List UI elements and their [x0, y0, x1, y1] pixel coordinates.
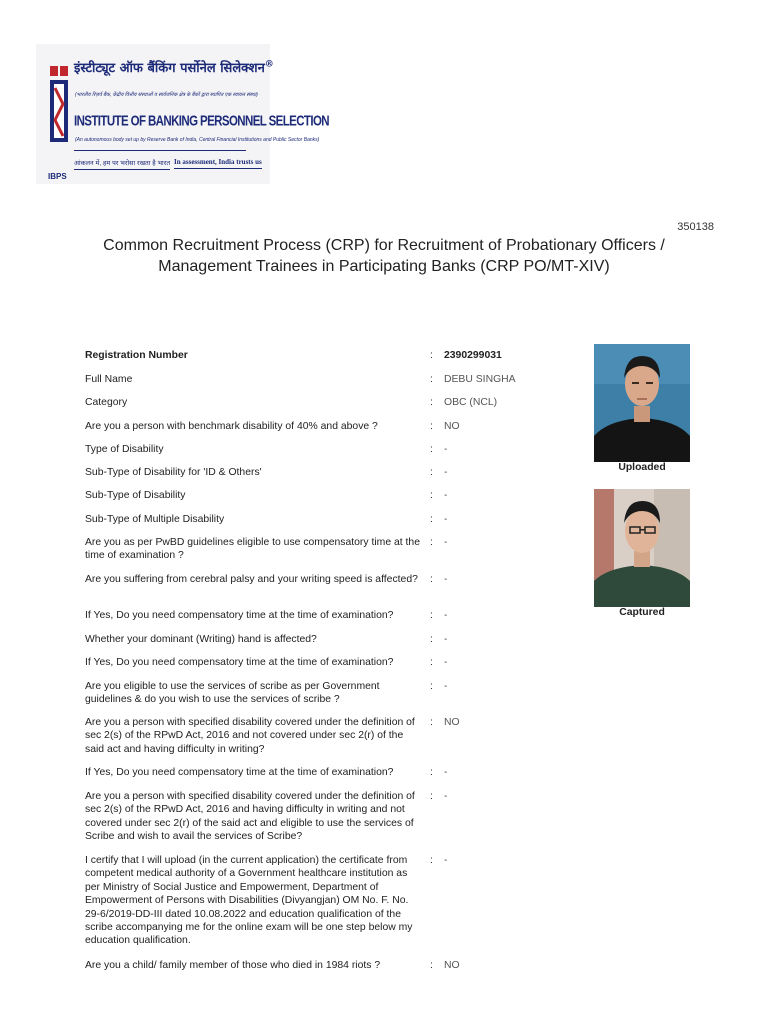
field-label: Full Name: [85, 374, 133, 385]
field-label: Are you a person with specified disability covered under the definition of sec 2(s) of the RPwD Act, 2016 and not covered under sec 2(r) of the said act and having difficulty in writing?: [85, 717, 415, 755]
field-label: Are you suffering from cerebral palsy and your writing speed is affected?: [85, 574, 418, 585]
field-colon: :: [430, 717, 433, 728]
field-value: -: [444, 791, 448, 802]
field-colon: :: [430, 681, 433, 692]
field-label: Registration Number: [85, 350, 188, 361]
field-value: OBC (NCL): [444, 397, 498, 408]
field-colon: :: [430, 960, 433, 971]
ibps-logo: [36, 44, 329, 184]
field-label: Sub-Type of Multiple Disability: [85, 514, 225, 525]
title-line-2: Management Trainees in Participating Banks (CRP PO/MT-XIV): [158, 258, 610, 275]
field-value: NO: [444, 421, 460, 432]
logo-hindi-subtitle: (भारतीय रिज़र्व बैंक, केंद्रीय वित्तीय संस्थाओं व सार्वजनिक क्षेत्र के बैंकों द्वारा स्थापित एक स्वायत्त संस्था): [75, 92, 258, 98]
field-label: If Yes, Do you need compensatory time at the time of examination?: [85, 657, 394, 668]
field-label: Are you eligible to use the services of scribe as per Government guidelines & do you wish to use the services of scribe ?: [85, 681, 380, 706]
logo-hindi-name: इंस्टीट्यूट ऑफ बैंकिंग पर्सोनेल सिलेक्शन®: [74, 59, 274, 76]
field-colon: :: [430, 421, 433, 432]
field-label: If Yes, Do you need compensatory time at the time of examination?: [85, 767, 394, 778]
field-value: -: [444, 681, 448, 692]
field-colon: :: [430, 657, 433, 668]
field-colon: :: [430, 467, 433, 478]
logo-english-subtitle: (An autonomous body set up by Reserve Bank of India, Central Financial Institutions and Public Sector Banks): [75, 137, 320, 143]
field-label: Sub-Type of Disability: [85, 490, 186, 501]
captured-photo: [594, 489, 690, 607]
field-value: -: [444, 634, 448, 645]
field-colon: :: [430, 490, 433, 501]
field-colon: :: [430, 634, 433, 645]
field-label: Whether your dominant (Writing) hand is affected?: [85, 634, 317, 645]
field-value: -: [444, 767, 448, 778]
field-value: -: [444, 467, 448, 478]
title-line-1: Common Recruitment Process (CRP) for Recruitment of Probationary Officers /: [103, 237, 665, 254]
logo-english-name: INSTITUTE OF BANKING PERSONNEL SELECTION: [74, 114, 329, 129]
document-number: 350138: [677, 221, 714, 233]
field-value: -: [444, 444, 448, 455]
logo-tagline-english: In assessment, India trusts us: [174, 158, 262, 169]
candidate-portrait-icon: [594, 344, 690, 462]
field-value: -: [444, 537, 448, 548]
field-label: Sub-Type of Disability for 'ID & Others': [85, 467, 262, 478]
field-colon: :: [430, 610, 433, 621]
candidate-selfie-icon: [594, 489, 690, 607]
field-colon: :: [430, 767, 433, 778]
field-label: Are you a person with benchmark disability of 40% and above ?: [85, 421, 378, 432]
field-label: If Yes, Do you need compensatory time at the time of examination?: [85, 610, 394, 621]
field-value: -: [444, 657, 448, 668]
uploaded-photo: [594, 344, 690, 462]
field-colon: :: [430, 791, 433, 802]
field-value: -: [444, 514, 448, 525]
ibps-emblem-icon: [48, 64, 70, 172]
field-label: Category: [85, 397, 128, 408]
field-value: DEBU SINGHA: [444, 374, 516, 385]
uploaded-caption: Uploaded: [618, 462, 666, 473]
field-colon: :: [430, 574, 433, 585]
field-colon: :: [430, 537, 433, 548]
field-label: I certify that I will upload (in the current application) the certificate from competent medical authority of a Government healthcare institution as per Ministry of Social Justice and Empowerment, Department of Empowerment of Persons with Disabilities (Divyangjan) OM No. F. No. 29-6/2019-DD-III dated 10.08.2022 and education qualification of the scribe accompanying me for the online exam will be one step below my education qualification.: [85, 855, 413, 947]
field-colon: :: [430, 397, 433, 408]
field-value: NO: [444, 960, 460, 971]
field-label: Are you a child/ family member of those who died in 1984 riots ?: [85, 960, 381, 971]
logo-short-name: IBPS: [48, 172, 67, 181]
field-label: Are you as per PwBD guidelines eligible to use compensatory time at the time of examination ?: [85, 537, 420, 562]
field-colon: :: [430, 444, 433, 455]
field-value: NO: [444, 717, 460, 728]
field-colon: :: [430, 350, 433, 361]
field-value: -: [444, 610, 448, 621]
field-value: -: [444, 574, 448, 585]
captured-caption: Captured: [619, 607, 665, 618]
field-label: Type of Disability: [85, 444, 164, 455]
field-colon: :: [430, 374, 433, 385]
logo-divider: [74, 150, 246, 151]
field-colon: :: [430, 514, 433, 525]
field-value: 2390299031: [444, 350, 502, 361]
field-value: -: [444, 855, 448, 866]
field-value: -: [444, 490, 448, 501]
page-title: [60, 235, 708, 277]
field-label: Are you a person with specified disability covered under the definition of sec 2(s) of the RPwD Act, 2016 and having difficulty in writing and not covered under sec 2(r) of the said act and eligible to use the services of Scribe and wish to avail the services of Scribe?: [85, 791, 415, 843]
logo-tagline-hindi: आंकलन में, हम पर भरोसा रखता है भारत: [74, 158, 170, 170]
field-colon: :: [430, 855, 433, 866]
